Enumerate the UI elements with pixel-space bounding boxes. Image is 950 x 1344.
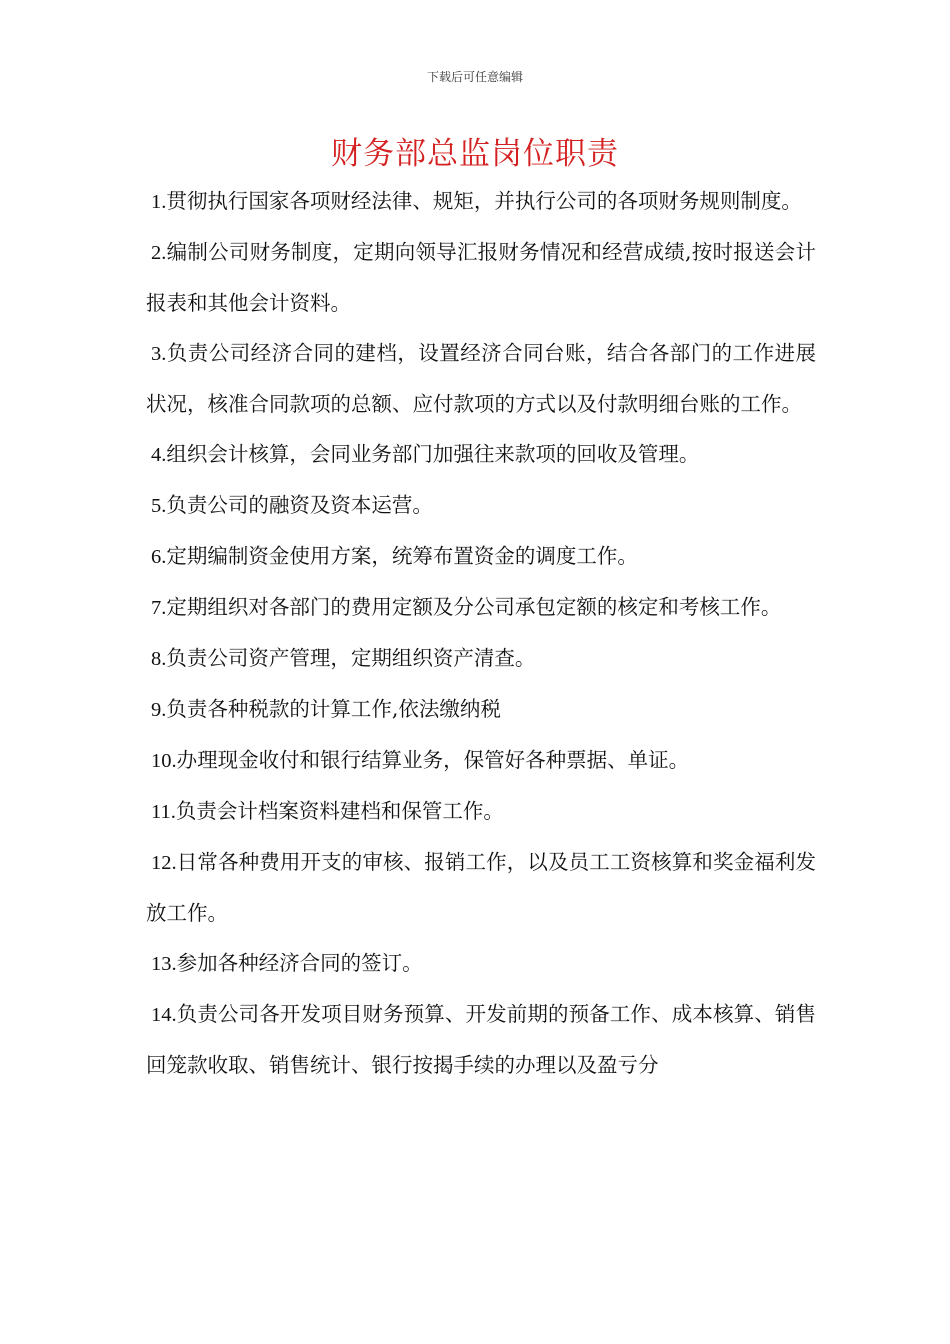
duty-number: 7. [151,597,167,619]
duty-number: 11. [151,801,176,823]
duty-text: 负责会计档案资料建档和保管工作。 [175,799,504,823]
duty-item-12 [146,837,816,938]
duty-number: 2. [151,242,167,264]
duty-item-3 [146,328,816,429]
duty-number: 10. [151,750,177,772]
duty-item-10 [146,735,816,786]
duty-text: 负责各种税款的计算工作,依法缴纳税 [166,697,501,721]
duty-number: 4. [151,444,167,466]
duty-text: 参加各种经济合同的签订。 [176,951,423,975]
duty-number: 3. [151,343,167,365]
duty-text: 办理现金收付和银行结算业务，保管好各种票据、单证。 [176,748,690,772]
duty-item-4 [146,429,816,480]
duty-text: 定期编制资金使用方案，统筹布置资金的调度工作。 [166,544,638,568]
duty-text: 负责公司经济合同的建档，设置经济合同台账，结合各部门的工作进展状况，核准合同款项的总额、应付款项的方式以及付款明细台账的工作。 [146,341,816,416]
duty-text: 负责公司各开发项目财务预算、开发前期的预备工作、成本核算、销售回笼款收取、销售统计、银行按揭手续的办理以及盈亏分 [146,1002,816,1077]
duty-number: 5. [151,495,167,517]
duty-text: 负责公司资产管理，定期组织资产清查。 [166,646,536,670]
duty-item-2 [146,227,816,328]
duty-text: 日常各种费用开支的审核、报销工作，以及员工工资核算和奖金福利发放工作。 [146,850,816,925]
duty-item-11 [146,786,816,837]
duty-item-5 [146,480,816,531]
duty-item-9 [146,684,816,735]
duty-item-13 [146,938,816,989]
duty-number: 14. [151,1004,177,1026]
duty-text: 贯彻执行国家各项财经法律、规矩，并执行公司的各项财务规则制度。 [166,189,802,213]
duty-number: 9. [151,699,167,721]
document-title: 财务部总监岗位职责 [331,136,619,172]
duty-number: 12. [151,852,177,874]
duty-number: 6. [151,546,167,568]
duty-text: 负责公司的融资及资本运营。 [166,493,433,517]
duty-item-6 [146,531,816,582]
duty-number: 8. [151,648,167,670]
duty-text: 编制公司财务制度，定期向领导汇报财务情况和经营成绩,按时报送会计报表和其他会计资料。 [146,240,816,315]
duty-text: 定期组织对各部门的费用定额及分公司承包定额的核定和考核工作。 [166,595,782,619]
duty-item-14 [146,989,816,1090]
duty-number: 1. [151,191,167,213]
duty-item-1 [146,176,816,227]
duty-item-7 [146,582,816,633]
duties-list [146,176,816,1090]
duty-number: 13. [151,953,177,975]
duty-text: 组织会计核算，会同业务部门加强往来款项的回收及管理。 [166,442,700,466]
header-note: 下载后可任意编辑 [426,70,523,84]
duty-item-8 [146,633,816,684]
